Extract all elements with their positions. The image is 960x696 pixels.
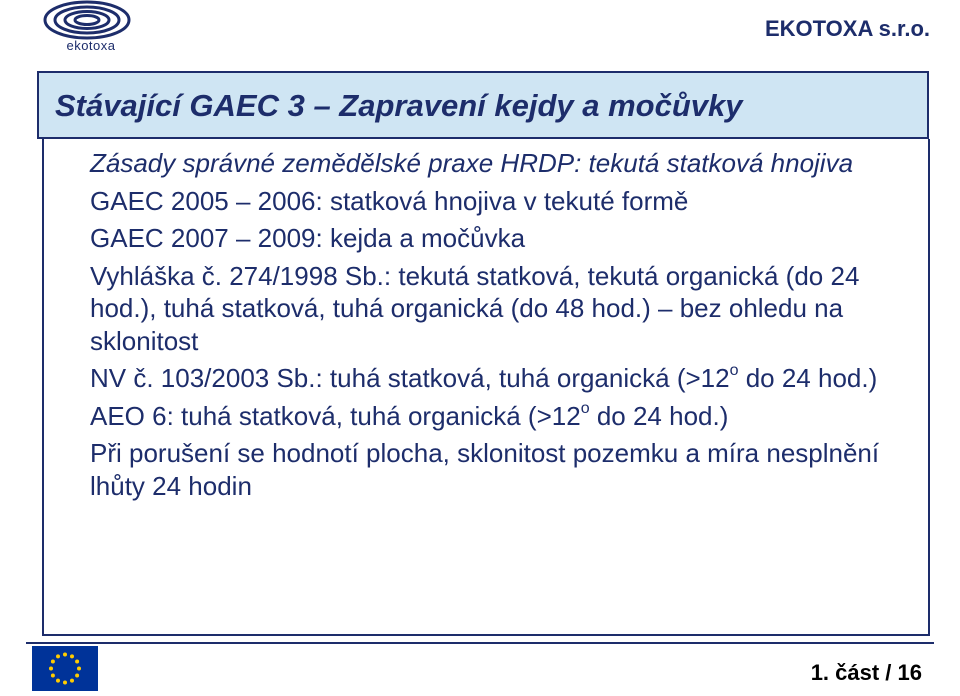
footer-divider xyxy=(26,642,934,644)
item-text-tail: do 24 hod.) xyxy=(738,363,878,393)
eu-flag-icon xyxy=(32,646,98,691)
degree-sup: o xyxy=(729,362,739,380)
list-item xyxy=(90,362,920,395)
list-item: GAEC 2007 – 2009: kejda a močůvka xyxy=(90,223,526,253)
title-bar xyxy=(37,71,929,139)
eu-stars-icon xyxy=(32,646,98,691)
logo-text: ekotoxa xyxy=(66,38,116,53)
list-item: Při porušení se hodnotí plocha, sklonitost pozemku a míra nesplnění lhůty 24 hodin xyxy=(90,438,880,501)
list-item: GAEC 2005 – 2006: statková hnojiva v tekuté formě xyxy=(90,185,689,216)
item-text: NV č. 103/2003 Sb.: tuhá statková, tuhá organická (>12 xyxy=(90,363,730,393)
list-item: Zásady správné zemědělské praxe HRDP: tekutá statková hnojiva xyxy=(90,148,854,178)
ekotoxa-logo xyxy=(28,0,146,54)
company-name: EKOTOXA s.r.o. xyxy=(764,16,930,41)
list-item: Vyhláška č. 274/1998 Sb.: tekutá statková, tekutá organická (do 24 hod.), tuhá statková, tuhá organická (do 48 hod.) – bez ohledu na sklonitost xyxy=(90,260,860,356)
item-text-tail: do 24 hod.) xyxy=(589,400,729,431)
bullet-list xyxy=(90,147,920,507)
slide-title: Stávající GAEC 3 – Zapravení kejdy a močůvky xyxy=(55,88,743,123)
page-number: 1. část / 16 xyxy=(810,660,922,685)
list-item xyxy=(90,400,920,433)
content-box xyxy=(42,139,930,636)
degree-sup: o xyxy=(580,399,590,417)
item-text: AEO 6: tuhá statková, tuhá organická (>12 xyxy=(90,400,581,431)
